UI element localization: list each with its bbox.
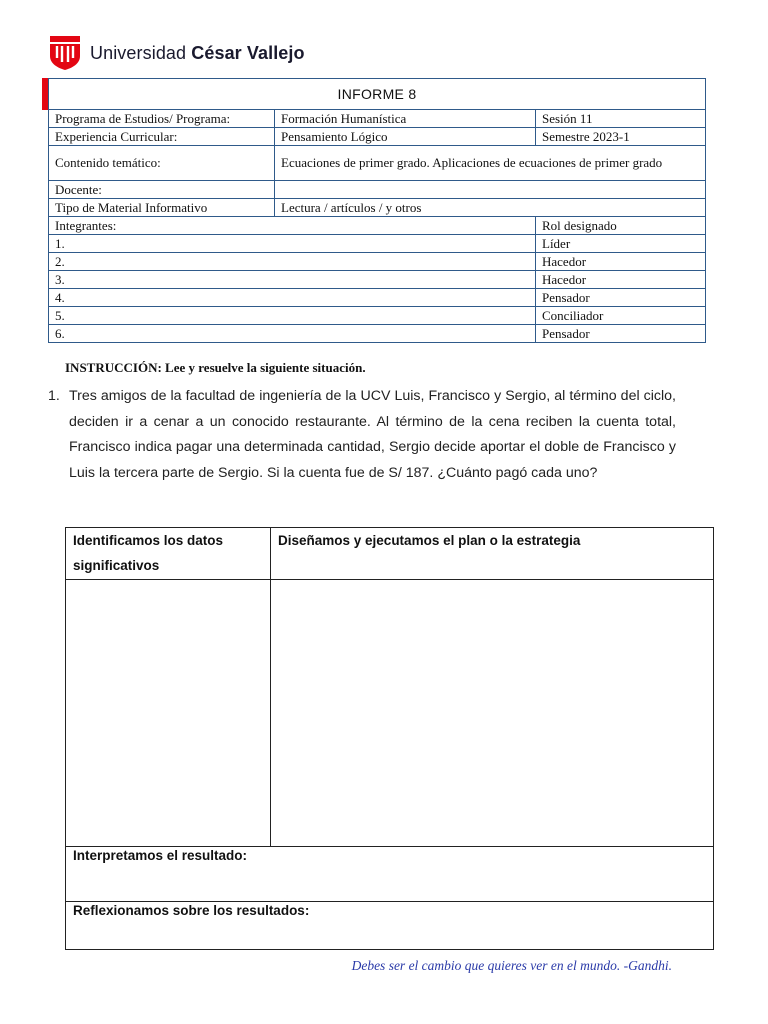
university-name-bold: César Vallejo	[191, 42, 305, 63]
plan-answer-area[interactable]	[271, 580, 714, 847]
problem-statement	[48, 384, 676, 486]
contenido-value: Ecuaciones de primer grado. Aplicaciones de ecuaciones de primer grado	[275, 146, 706, 181]
member-role: Pensador	[536, 325, 706, 343]
programa-value: Formación Humanística	[275, 110, 536, 128]
tipo-label: Tipo de Material Informativo	[49, 199, 275, 217]
member-number[interactable]: 1.	[49, 235, 536, 253]
member-number[interactable]: 4.	[49, 289, 536, 307]
member-number[interactable]: 3.	[49, 271, 536, 289]
member-row	[49, 271, 706, 289]
member-role: Líder	[536, 235, 706, 253]
interpret-label: Interpretamos el resultado:	[73, 848, 248, 863]
footer-quote: Debes ser el cambio que quieres ver en el mundo. -Gandhi.	[351, 958, 672, 973]
member-number[interactable]: 5.	[49, 307, 536, 325]
member-row	[49, 307, 706, 325]
reflect-section[interactable]	[66, 902, 714, 950]
tipo-value: Lectura / artículos / y otros	[275, 199, 706, 217]
experiencia-label: Experiencia Curricular:	[49, 128, 275, 146]
experiencia-value: Pensamiento Lógico	[275, 128, 536, 146]
ucv-shield-icon	[50, 36, 80, 70]
contenido-label: Contenido temático:	[49, 146, 275, 181]
programa-label: Programa de Estudios/ Programa:	[49, 110, 275, 128]
semestre-value: Semestre 2023-1	[536, 128, 706, 146]
instruction-label: INSTRUCCIÓN:	[65, 360, 162, 375]
reflect-label: Reflexionamos sobre los resultados:	[73, 903, 310, 918]
member-row	[49, 289, 706, 307]
work-table	[65, 527, 714, 950]
rol-label: Rol designado	[536, 217, 706, 235]
member-row	[49, 235, 706, 253]
university-logo	[50, 36, 305, 70]
member-row	[49, 253, 706, 271]
data-answer-area[interactable]	[66, 580, 271, 847]
instruction	[65, 360, 366, 376]
integrantes-label: Integrantes:	[49, 217, 536, 235]
sesion-value: Sesión 11	[536, 110, 706, 128]
member-number[interactable]: 2.	[49, 253, 536, 271]
data-column-header: Identificamos los datos significativos	[66, 528, 271, 580]
docente-value[interactable]	[275, 181, 706, 199]
member-role: Hacedor	[536, 253, 706, 271]
instruction-text: Lee y resuelve la siguiente situación.	[161, 360, 366, 375]
problem-number: 1.	[48, 388, 60, 404]
info-table	[48, 78, 706, 343]
university-name	[90, 43, 305, 64]
member-role: Pensador	[536, 289, 706, 307]
university-name-regular: Universidad	[90, 42, 192, 63]
docente-label: Docente:	[49, 181, 275, 199]
report-title: INFORME 8	[49, 79, 706, 110]
member-role: Conciliador	[536, 307, 706, 325]
member-role: Hacedor	[536, 271, 706, 289]
plan-column-header: Diseñamos y ejecutamos el plan o la estrategia	[271, 528, 714, 580]
member-row	[49, 325, 706, 343]
interpret-section[interactable]	[66, 847, 714, 902]
member-number[interactable]: 6.	[49, 325, 536, 343]
problem-text: Tres amigos de la facultad de ingeniería de la UCV Luis, Francisco y Sergio, al término del ciclo, deciden ir a cenar a un conocido restaurante. Al término de la cena reciben la cuenta total, Francisco indica pagar una determinada cantidad, Sergio decide aportar el doble de Francisco y Luis la tercera parte de Sergio. Si la cuenta fue de S/ 187. ¿Cuánto pagó cada uno?	[69, 388, 676, 481]
